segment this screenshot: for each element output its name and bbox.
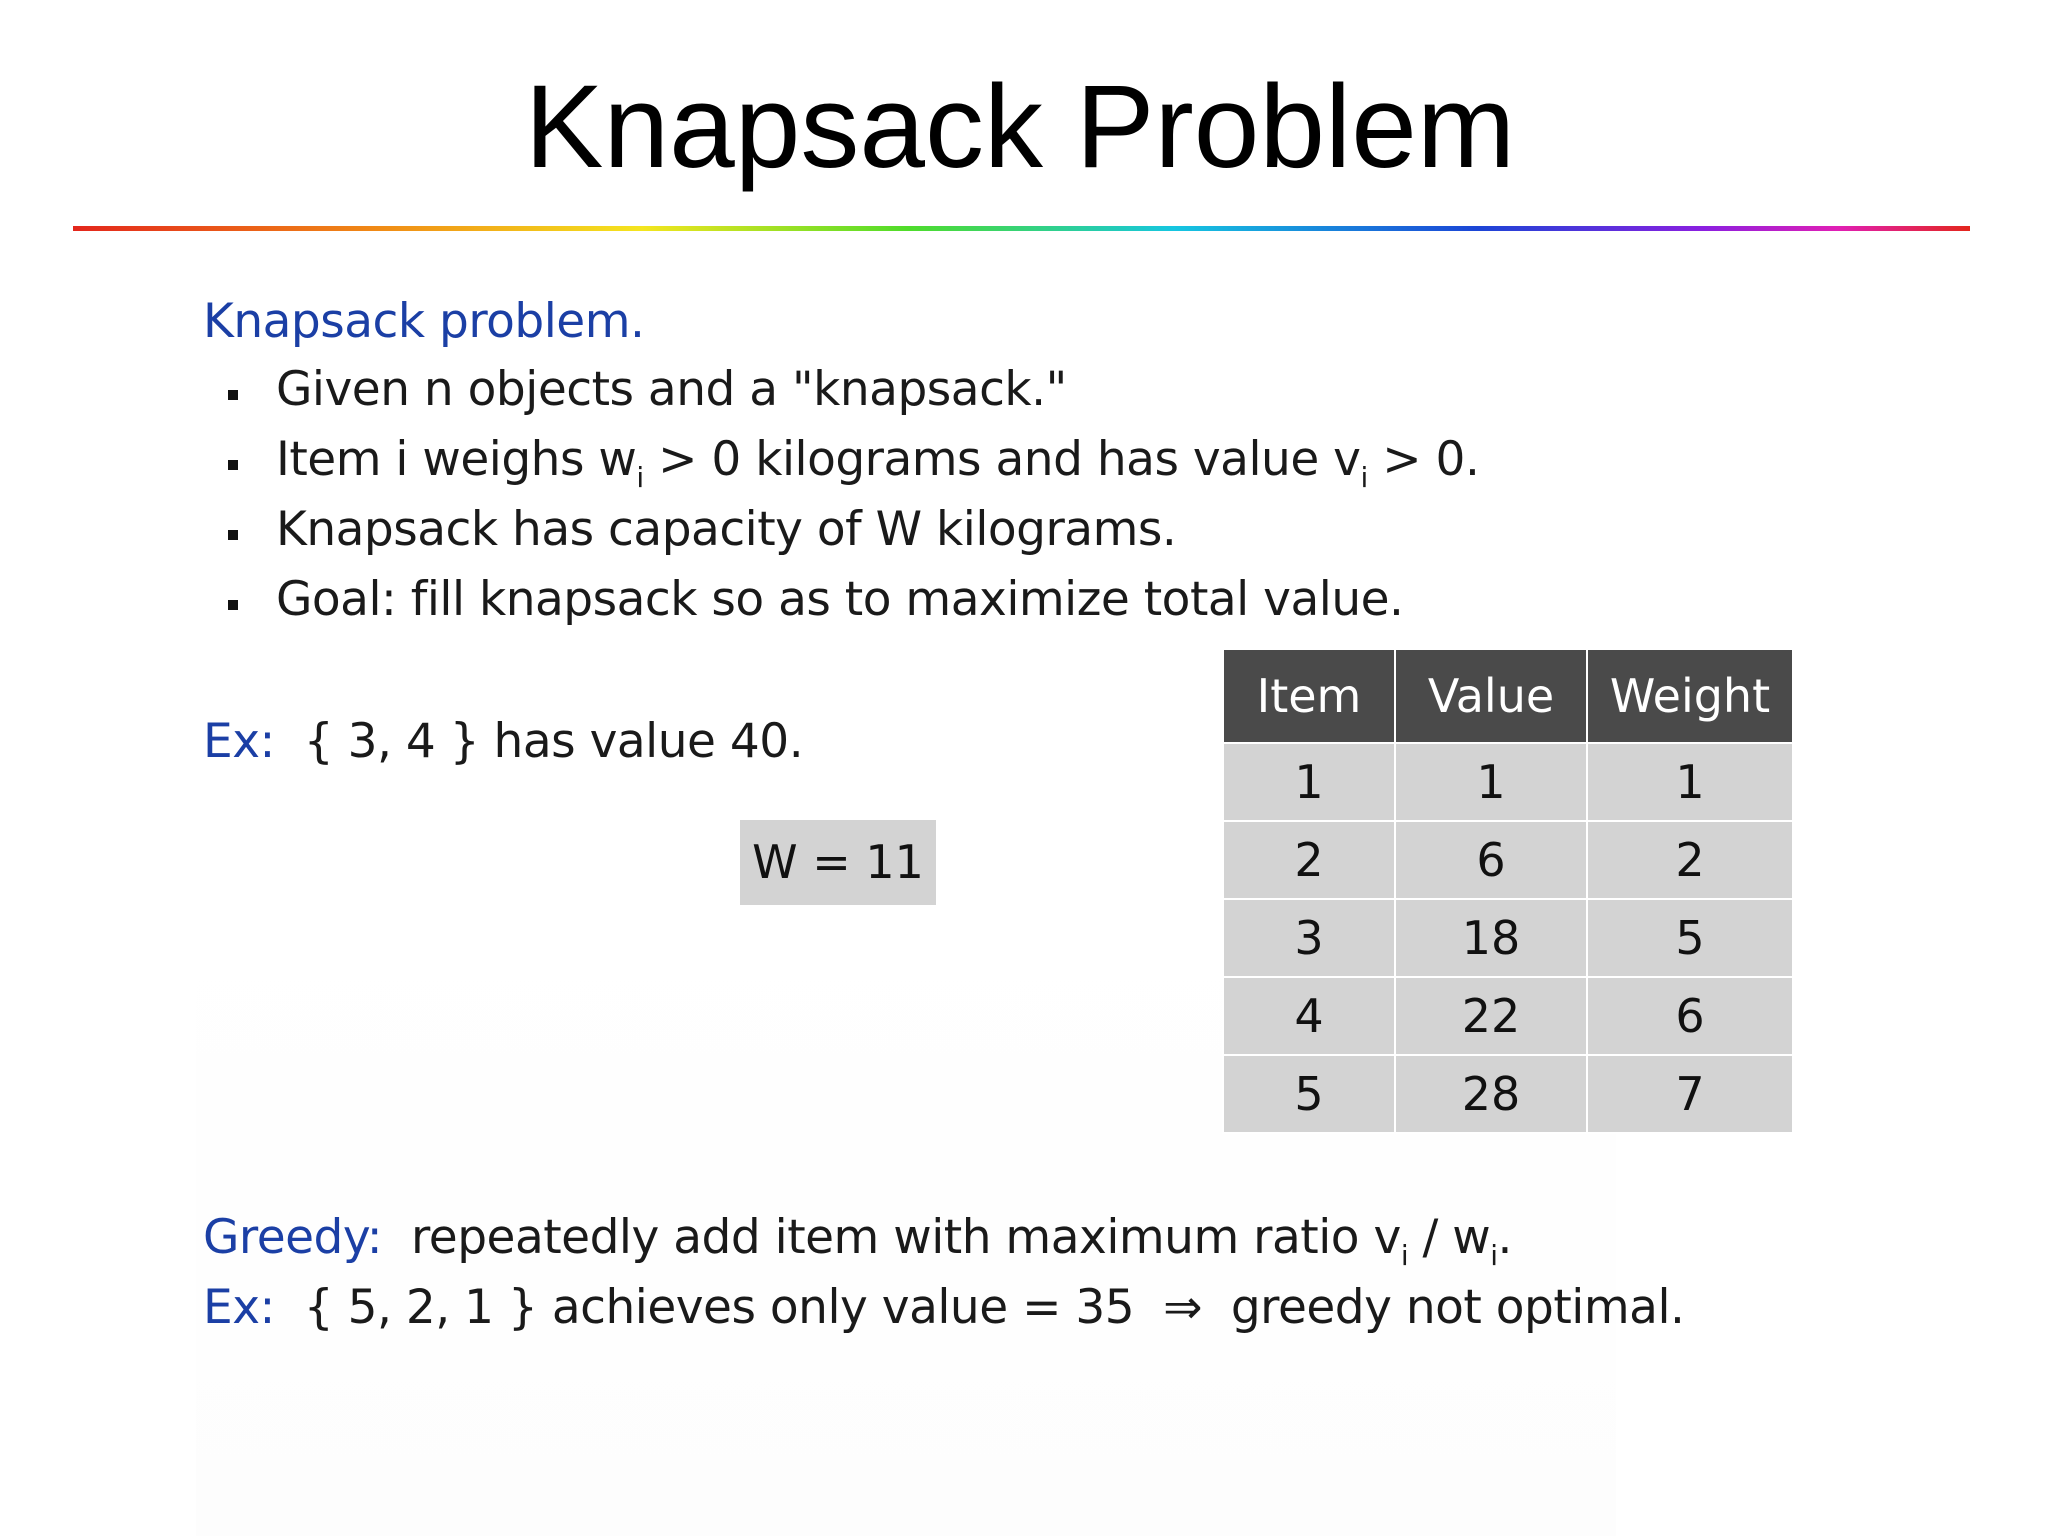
- bullet-item: [218, 360, 1479, 430]
- greedy-text: repeatedly add item with maximum ratio v: [382, 1210, 1401, 1265]
- header-weight: Weight: [1587, 649, 1793, 743]
- example-line: [203, 712, 803, 772]
- table-cell: 5: [1223, 1055, 1395, 1133]
- table-cell: 6: [1395, 821, 1587, 899]
- square-bullet-icon: [228, 600, 238, 610]
- table-cell: 22: [1395, 977, 1587, 1055]
- table-row: [1223, 977, 1793, 1055]
- header-value: Value: [1395, 649, 1587, 743]
- example-label: Ex:: [203, 714, 275, 769]
- greedy-text: / w: [1408, 1210, 1491, 1265]
- subscript: i: [636, 461, 644, 494]
- header-item: Item: [1223, 649, 1395, 743]
- section-heading: Knapsack problem.: [203, 294, 645, 349]
- greedy-line: [203, 1208, 1512, 1272]
- table-row: [1223, 743, 1793, 821]
- table-row: [1223, 821, 1793, 899]
- bullet-text: > 0 kilograms and has value v: [643, 432, 1361, 487]
- example-text: { 3, 4 } has value 40.: [274, 714, 804, 769]
- table-row: [1223, 899, 1793, 977]
- bullet-item: [218, 430, 1479, 500]
- example-label: Ex:: [203, 1280, 275, 1335]
- table-cell: 4: [1223, 977, 1395, 1055]
- example-text: { 5, 2, 1 } achieves only value = 35 ⇒ greedy not optimal.: [274, 1280, 1685, 1335]
- bullet-text: Goal: fill knapsack so as to maximize total value.: [276, 572, 1404, 627]
- table-cell: 28: [1395, 1055, 1587, 1133]
- example-line: [203, 1278, 1684, 1338]
- subscript: i: [1400, 1239, 1409, 1272]
- greedy-label: Greedy:: [203, 1210, 383, 1265]
- table-cell: 1: [1223, 743, 1395, 821]
- subscript: i: [1490, 1239, 1498, 1272]
- bullet-text: Given n objects and a "knapsack.": [276, 362, 1067, 417]
- table-cell: 1: [1395, 743, 1587, 821]
- table-cell: 5: [1587, 899, 1793, 977]
- square-bullet-icon: [228, 530, 238, 540]
- slide-title: Knapsack Problem: [524, 61, 1516, 193]
- items-table: [1222, 648, 1794, 1134]
- square-bullet-icon: [228, 460, 238, 470]
- table-cell: 2: [1587, 821, 1793, 899]
- subscript: i: [1360, 461, 1368, 494]
- capacity-box: W = 11: [740, 820, 936, 905]
- bullet-list: [218, 360, 1479, 640]
- table-cell: 1: [1587, 743, 1793, 821]
- table-row: [1223, 1055, 1793, 1133]
- greedy-text: .: [1497, 1210, 1512, 1265]
- bullet-text: Knapsack has capacity of W kilograms.: [276, 502, 1177, 557]
- bullet-text: Item i weighs w: [276, 432, 637, 487]
- table-cell: 7: [1587, 1055, 1793, 1133]
- rainbow-divider: [73, 226, 1970, 231]
- table-cell: 6: [1587, 977, 1793, 1055]
- table-cell: 3: [1223, 899, 1395, 977]
- bullet-item: [218, 570, 1479, 640]
- table-header-row: [1223, 649, 1793, 743]
- square-bullet-icon: [228, 390, 238, 400]
- table-cell: 2: [1223, 821, 1395, 899]
- table-cell: 18: [1395, 899, 1587, 977]
- bullet-text: > 0.: [1367, 432, 1480, 487]
- bullet-item: [218, 500, 1479, 570]
